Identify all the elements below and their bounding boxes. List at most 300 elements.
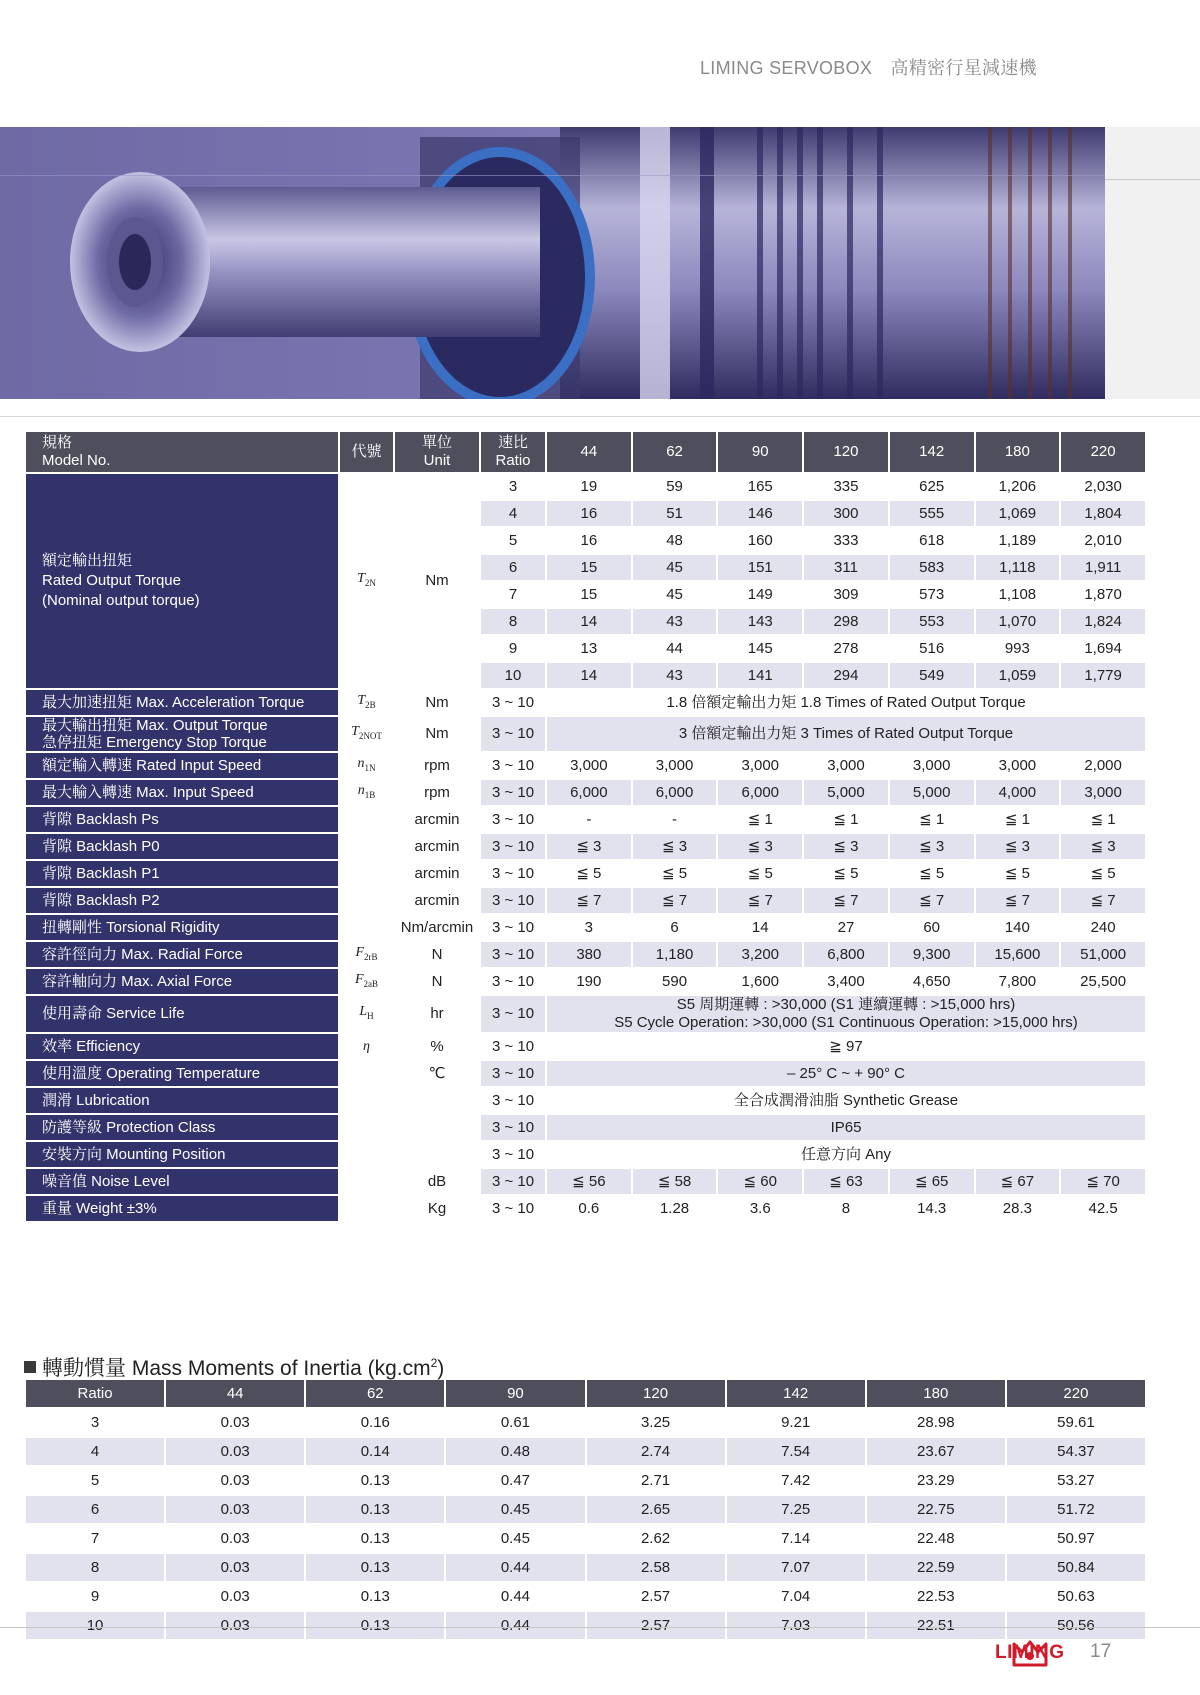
inertia-value-cell: 3.25 xyxy=(587,1409,725,1436)
inertia-row xyxy=(26,1525,1145,1552)
value-cell: 240 xyxy=(1061,915,1145,940)
ratio-cell: 3 ~ 10 xyxy=(481,861,545,886)
inertia-value-cell: 22.48 xyxy=(867,1525,1005,1552)
row-label: 背隙 Backlash P2 xyxy=(26,888,338,913)
inertia-header: Ratio xyxy=(26,1380,164,1407)
row-unit: rpm xyxy=(395,780,479,805)
value-cell: 583 xyxy=(890,555,974,580)
value-cell: ≦ 65 xyxy=(890,1169,974,1194)
inertia-value-cell: 7.42 xyxy=(727,1467,865,1494)
inertia-value-cell: 2.71 xyxy=(587,1467,725,1494)
row-symbol: $T_{2NOT}$ xyxy=(340,717,393,751)
value-span-cell: 3 倍額定輸出力矩 3 Times of Rated Output Torque xyxy=(547,717,1145,751)
row-symbol xyxy=(340,1196,393,1221)
value-cell: ≦ 5 xyxy=(718,861,802,886)
value-cell: ≦ 7 xyxy=(547,888,631,913)
row-unit: Nm/arcmin xyxy=(395,915,479,940)
value-cell: 160 xyxy=(718,528,802,553)
value-cell: 45 xyxy=(633,582,717,607)
table-row xyxy=(26,969,1145,994)
value-cell: 6,800 xyxy=(804,942,888,967)
gearbox-illustration xyxy=(0,127,1105,399)
inertia-table xyxy=(24,1378,1147,1641)
row-label: 背隙 Backlash P1 xyxy=(26,861,338,886)
ratio-cell: 3 ~ 10 xyxy=(481,1034,545,1059)
value-cell: 3.6 xyxy=(718,1196,802,1221)
row-label: 額定輸入轉速 Rated Input Speed xyxy=(26,753,338,778)
value-cell: 8 xyxy=(804,1196,888,1221)
ratio-cell: 3 ~ 10 xyxy=(481,753,545,778)
value-cell: ≦ 67 xyxy=(976,1169,1060,1194)
row-label: 扭轉剛性 Torsional Rigidity xyxy=(26,915,338,940)
value-cell: ≦ 7 xyxy=(804,888,888,913)
inertia-section-title: 轉動慣量 Mass Moments of Inertia $(kg.cm^2)$ xyxy=(24,1352,444,1382)
row-label: 防護等級 Protection Class xyxy=(26,1115,338,1140)
inertia-value-cell: 50.63 xyxy=(1007,1583,1145,1610)
value-cell: 278 xyxy=(804,636,888,661)
header-code: 代號 xyxy=(340,432,393,472)
inertia-value-cell: 22.51 xyxy=(867,1612,1005,1639)
row-symbol xyxy=(340,915,393,940)
inertia-value-cell: 59.61 xyxy=(1007,1409,1145,1436)
row-symbol: $L_H$ xyxy=(340,996,393,1032)
value-cell: 1,779 xyxy=(1061,663,1145,688)
value-cell: 16 xyxy=(547,501,631,526)
row-label: 重量 Weight ±3% xyxy=(26,1196,338,1221)
table-row xyxy=(26,1088,1145,1113)
brand-name: LIMING xyxy=(995,1642,1065,1663)
inertia-value-cell: 51.72 xyxy=(1007,1496,1145,1523)
value-cell: 60 xyxy=(890,915,974,940)
inertia-value-cell: 7.03 xyxy=(727,1612,865,1639)
value-cell: 3,000 xyxy=(1061,780,1145,805)
value-span-cell: IP65 xyxy=(547,1115,1145,1140)
inertia-ratio-cell: 8 xyxy=(26,1554,164,1581)
row-label: 容許徑向力 Max. Radial Force xyxy=(26,942,338,967)
inertia-value-cell: 0.03 xyxy=(166,1409,304,1436)
value-cell: ≦ 63 xyxy=(804,1169,888,1194)
value-cell: 1,804 xyxy=(1061,501,1145,526)
value-cell: ≦ 3 xyxy=(547,834,631,859)
row-symbol: $F_{2aB}$ xyxy=(340,969,393,994)
ratio-cell: 3 ~ 10 xyxy=(481,996,545,1032)
inertia-value-cell: 0.13 xyxy=(306,1583,444,1610)
row-symbol xyxy=(340,888,393,913)
value-cell: ≦ 5 xyxy=(976,861,1060,886)
table-row xyxy=(26,1115,1145,1140)
value-cell: 1,069 xyxy=(976,501,1060,526)
value-cell: ≦ 7 xyxy=(976,888,1060,913)
row-unit xyxy=(395,1142,479,1167)
inertia-value-cell: 7.14 xyxy=(727,1525,865,1552)
ratio-cell: 3 ~ 10 xyxy=(481,1061,545,1086)
value-cell: 309 xyxy=(804,582,888,607)
hero-side-panel xyxy=(1105,127,1200,399)
inertia-value-cell: 0.47 xyxy=(446,1467,584,1494)
row-unit: arcmin xyxy=(395,861,479,886)
row-unit: arcmin xyxy=(395,888,479,913)
inertia-header: 44 xyxy=(166,1380,304,1407)
row-label: 容許軸向力 Max. Axial Force xyxy=(26,969,338,994)
value-cell: ≦ 7 xyxy=(718,888,802,913)
value-cell: 7,800 xyxy=(976,969,1060,994)
inertia-header-row xyxy=(26,1380,1145,1407)
inertia-value-cell: 0.13 xyxy=(306,1525,444,1552)
inertia-value-cell: 22.53 xyxy=(867,1583,1005,1610)
inertia-row xyxy=(26,1409,1145,1436)
value-cell: ≦ 7 xyxy=(633,888,717,913)
value-cell: 549 xyxy=(890,663,974,688)
value-cell: 380 xyxy=(547,942,631,967)
divider xyxy=(0,416,1200,417)
value-span-cell: – 25° C ~ + 90° C xyxy=(547,1061,1145,1086)
row-symbol: $F_{2rB}$ xyxy=(340,942,393,967)
value-cell: 149 xyxy=(718,582,802,607)
value-cell: 335 xyxy=(804,474,888,499)
inertia-value-cell: 54.37 xyxy=(1007,1438,1145,1465)
row-unit: ℃ xyxy=(395,1061,479,1086)
value-cell: ≦ 7 xyxy=(1061,888,1145,913)
ratio-cell: 3 ~ 10 xyxy=(481,717,545,751)
row-unit: arcmin xyxy=(395,807,479,832)
value-span-cell: ≧ 97 xyxy=(547,1034,1145,1059)
row-unit: Kg xyxy=(395,1196,479,1221)
table-row xyxy=(26,780,1145,805)
ratio-cell: 7 xyxy=(481,582,545,607)
value-cell: 48 xyxy=(633,528,717,553)
row-label: 噪音值 Noise Level xyxy=(26,1169,338,1194)
value-cell: 1,694 xyxy=(1061,636,1145,661)
inertia-ratio-cell: 3 xyxy=(26,1409,164,1436)
inertia-value-cell: 23.29 xyxy=(867,1467,1005,1494)
inertia-row xyxy=(26,1467,1145,1494)
value-cell: 6,000 xyxy=(718,780,802,805)
table-row xyxy=(26,942,1145,967)
inertia-header: 220 xyxy=(1007,1380,1145,1407)
value-cell: 140 xyxy=(976,915,1060,940)
value-cell: 5,000 xyxy=(804,780,888,805)
row-symbol xyxy=(340,861,393,886)
inertia-value-cell: 0.14 xyxy=(306,1438,444,1465)
row-label: 最大輸出扭矩 Max. Output Torque 急停扭矩 Emergency Stop Torque xyxy=(26,717,338,751)
inertia-value-cell: 2.57 xyxy=(587,1583,725,1610)
row-symbol xyxy=(340,807,393,832)
row-label: 背隙 Backlash Ps xyxy=(26,807,338,832)
inertia-value-cell: 7.04 xyxy=(727,1583,865,1610)
row-label: 最大加速扭矩 Max. Acceleration Torque xyxy=(26,690,338,715)
inertia-value-cell: 2.62 xyxy=(587,1525,725,1552)
value-cell: 151 xyxy=(718,555,802,580)
value-cell: 5,000 xyxy=(890,780,974,805)
ratio-cell: 3 xyxy=(481,474,545,499)
value-cell: ≦ 3 xyxy=(804,834,888,859)
specification-table xyxy=(24,430,1147,1223)
ratio-cell: 3 ~ 10 xyxy=(481,942,545,967)
value-cell: 3,400 xyxy=(804,969,888,994)
row-unit: Nm xyxy=(395,717,479,751)
square-bullet-icon xyxy=(24,1361,36,1373)
ratio-cell: 10 xyxy=(481,663,545,688)
row-unit xyxy=(395,1115,479,1140)
page-header-title: LIMING SERVOBOX 高精密行星減速機 xyxy=(700,58,1037,78)
value-cell: 146 xyxy=(718,501,802,526)
value-cell: ≦ 3 xyxy=(976,834,1060,859)
row-symbol xyxy=(340,1061,393,1086)
value-cell: 6,000 xyxy=(633,780,717,805)
inertia-ratio-cell: 4 xyxy=(26,1438,164,1465)
value-cell: 2,030 xyxy=(1061,474,1145,499)
table-row xyxy=(26,690,1145,715)
value-cell: 9,300 xyxy=(890,942,974,967)
ratio-cell: 4 xyxy=(481,501,545,526)
header-size: 44 xyxy=(547,432,631,472)
table-row xyxy=(26,807,1145,832)
header-size: 62 xyxy=(633,432,717,472)
inertia-value-cell: 22.75 xyxy=(867,1496,1005,1523)
inertia-value-cell: 53.27 xyxy=(1007,1467,1145,1494)
value-span-cell: 任意方向 Any xyxy=(547,1142,1145,1167)
value-cell: ≦ 60 xyxy=(718,1169,802,1194)
value-cell: 333 xyxy=(804,528,888,553)
row-symbol xyxy=(340,1169,393,1194)
row-label: 安裝方向 Mounting Position xyxy=(26,1142,338,1167)
value-cell: ≦ 1 xyxy=(890,807,974,832)
value-cell: 1,189 xyxy=(976,528,1060,553)
rated-torque-symbol: $T_{2N}$ xyxy=(340,474,393,688)
inertia-value-cell: 0.03 xyxy=(166,1525,304,1552)
row-symbol xyxy=(340,1088,393,1113)
value-cell: 311 xyxy=(804,555,888,580)
value-cell: 165 xyxy=(718,474,802,499)
inertia-header: 142 xyxy=(727,1380,865,1407)
inertia-value-cell: 7.25 xyxy=(727,1496,865,1523)
inertia-value-cell: 0.44 xyxy=(446,1583,584,1610)
value-cell: 3,000 xyxy=(890,753,974,778)
value-cell: 618 xyxy=(890,528,974,553)
row-unit: rpm xyxy=(395,753,479,778)
value-cell: ≦ 58 xyxy=(633,1169,717,1194)
inertia-value-cell: 28.98 xyxy=(867,1409,1005,1436)
value-cell: 1,118 xyxy=(976,555,1060,580)
value-cell: 25,500 xyxy=(1061,969,1145,994)
inertia-row xyxy=(26,1554,1145,1581)
ratio-cell: 3 ~ 10 xyxy=(481,807,545,832)
value-cell: ≦ 5 xyxy=(890,861,974,886)
value-cell: ≦ 3 xyxy=(633,834,717,859)
value-cell: 145 xyxy=(718,636,802,661)
value-cell: 15 xyxy=(547,582,631,607)
value-cell: 15 xyxy=(547,555,631,580)
value-cell: 3,000 xyxy=(633,753,717,778)
header-size: 142 xyxy=(890,432,974,472)
ratio-cell: 3 ~ 10 xyxy=(481,1196,545,1221)
value-cell: 14 xyxy=(547,609,631,634)
ratio-cell: 6 xyxy=(481,555,545,580)
value-cell: ≦ 3 xyxy=(718,834,802,859)
spec-header-row xyxy=(26,432,1145,472)
inertia-value-cell: 0.45 xyxy=(446,1496,584,1523)
inertia-value-cell: 0.13 xyxy=(306,1467,444,1494)
value-cell: - xyxy=(547,807,631,832)
value-cell: 590 xyxy=(633,969,717,994)
value-cell: 15,600 xyxy=(976,942,1060,967)
inertia-ratio-cell: 6 xyxy=(26,1496,164,1523)
row-symbol xyxy=(340,1115,393,1140)
rated-torque-unit: Nm xyxy=(395,474,479,688)
row-unit: % xyxy=(395,1034,479,1059)
row-unit xyxy=(395,1088,479,1113)
value-cell: 44 xyxy=(633,636,717,661)
value-cell: 573 xyxy=(890,582,974,607)
footer-divider xyxy=(0,1627,1200,1628)
value-cell: ≦ 5 xyxy=(547,861,631,886)
table-row xyxy=(26,1142,1145,1167)
value-cell: 553 xyxy=(890,609,974,634)
ratio-cell: 8 xyxy=(481,609,545,634)
row-symbol: $T_{2B}$ xyxy=(340,690,393,715)
row-symbol xyxy=(340,1142,393,1167)
inertia-row xyxy=(26,1612,1145,1639)
row-unit: dB xyxy=(395,1169,479,1194)
ratio-cell: 3 ~ 10 xyxy=(481,834,545,859)
value-cell: 3,000 xyxy=(547,753,631,778)
inertia-value-cell: 9.21 xyxy=(727,1409,865,1436)
inertia-value-cell: 0.03 xyxy=(166,1438,304,1465)
value-cell: 13 xyxy=(547,636,631,661)
value-cell: 300 xyxy=(804,501,888,526)
value-cell: ≦ 1 xyxy=(804,807,888,832)
value-cell: 4,000 xyxy=(976,780,1060,805)
inertia-header: 120 xyxy=(587,1380,725,1407)
inertia-value-cell: 50.84 xyxy=(1007,1554,1145,1581)
inertia-ratio-cell: 10 xyxy=(26,1612,164,1639)
value-cell: 3,200 xyxy=(718,942,802,967)
value-cell: ≦ 1 xyxy=(718,807,802,832)
inertia-ratio-cell: 5 xyxy=(26,1467,164,1494)
inertia-row xyxy=(26,1496,1145,1523)
value-cell: 3,000 xyxy=(804,753,888,778)
value-cell: 298 xyxy=(804,609,888,634)
inertia-header: 62 xyxy=(306,1380,444,1407)
row-unit: Nm xyxy=(395,690,479,715)
row-symbol: $n_{1N}$ xyxy=(340,753,393,778)
header-size: 180 xyxy=(976,432,1060,472)
value-cell: 6 xyxy=(633,915,717,940)
value-cell: 141 xyxy=(718,663,802,688)
header-size: 90 xyxy=(718,432,802,472)
row-label: 使用壽命 Service Life xyxy=(26,996,338,1032)
value-cell: 3,000 xyxy=(976,753,1060,778)
value-cell: 555 xyxy=(890,501,974,526)
header-model: 規格 Model No. xyxy=(26,432,338,472)
value-cell: 28.3 xyxy=(976,1196,1060,1221)
table-row xyxy=(26,753,1145,778)
value-span-cell: 1.8 倍額定輸出力矩 1.8 Times of Rated Output Torque xyxy=(547,690,1145,715)
table-row xyxy=(26,1061,1145,1086)
value-cell: 59 xyxy=(633,474,717,499)
value-span-cell: S5 周期運轉 : >30,000 (S1 連續運轉 : >15,000 hrs) S5 Cycle Operation: >30,000 (S1 Continuous Operation: >15,000 hrs) xyxy=(547,996,1145,1032)
value-cell: 14 xyxy=(547,663,631,688)
value-cell: 993 xyxy=(976,636,1060,661)
inertia-value-cell: 7.07 xyxy=(727,1554,865,1581)
inertia-value-cell: 2.58 xyxy=(587,1554,725,1581)
ratio-cell: 5 xyxy=(481,528,545,553)
inertia-value-cell: 0.03 xyxy=(166,1612,304,1639)
value-cell: 1,070 xyxy=(976,609,1060,634)
ratio-cell: 3 ~ 10 xyxy=(481,1169,545,1194)
ratio-cell: 3 ~ 10 xyxy=(481,915,545,940)
value-cell: 45 xyxy=(633,555,717,580)
header-ratio: 速比 Ratio xyxy=(481,432,545,472)
value-cell: ≦ 1 xyxy=(976,807,1060,832)
value-cell: 16 xyxy=(547,528,631,553)
value-cell: 1,600 xyxy=(718,969,802,994)
value-cell: 14 xyxy=(718,915,802,940)
inertia-ratio-cell: 7 xyxy=(26,1525,164,1552)
header-size: 220 xyxy=(1061,432,1145,472)
table-row xyxy=(26,834,1145,859)
table-row xyxy=(26,1196,1145,1221)
inertia-value-cell: 0.44 xyxy=(446,1612,584,1639)
rated-torque-label: 額定輸出扭矩 Rated Output Torque (Nominal output torque) xyxy=(26,474,338,688)
inertia-value-cell: 0.13 xyxy=(306,1554,444,1581)
table-row xyxy=(26,717,1145,751)
value-cell: ≦ 56 xyxy=(547,1169,631,1194)
value-cell: 0.6 xyxy=(547,1196,631,1221)
inertia-value-cell: 23.67 xyxy=(867,1438,1005,1465)
value-cell: 43 xyxy=(633,609,717,634)
gearbox-product-photo xyxy=(0,127,1105,399)
ratio-cell: 3 ~ 10 xyxy=(481,1115,545,1140)
value-cell: ≦ 3 xyxy=(890,834,974,859)
value-cell: 1,206 xyxy=(976,474,1060,499)
value-cell: 1,824 xyxy=(1061,609,1145,634)
value-cell: 51,000 xyxy=(1061,942,1145,967)
inertia-value-cell: 0.13 xyxy=(306,1612,444,1639)
table-row xyxy=(26,474,1145,499)
value-cell: ≦ 1 xyxy=(1061,807,1145,832)
value-cell: 190 xyxy=(547,969,631,994)
header-unit: 單位 Unit xyxy=(395,432,479,472)
inertia-value-cell: 2.57 xyxy=(587,1612,725,1639)
value-cell: 43 xyxy=(633,663,717,688)
value-cell: 1,180 xyxy=(633,942,717,967)
table-row xyxy=(26,888,1145,913)
inertia-value-cell: 7.54 xyxy=(727,1438,865,1465)
value-cell: 19 xyxy=(547,474,631,499)
value-cell: 1,059 xyxy=(976,663,1060,688)
row-label: 潤滑 Lubrication xyxy=(26,1088,338,1113)
value-cell: 14.3 xyxy=(890,1196,974,1221)
inertia-value-cell: 50.56 xyxy=(1007,1612,1145,1639)
inertia-value-cell: 0.45 xyxy=(446,1525,584,1552)
value-cell: 4,650 xyxy=(890,969,974,994)
value-cell: 6,000 xyxy=(547,780,631,805)
value-cell: 294 xyxy=(804,663,888,688)
page-number: 17 xyxy=(1090,1641,1112,1662)
row-unit: N xyxy=(395,969,479,994)
inertia-value-cell: 2.65 xyxy=(587,1496,725,1523)
inertia-ratio-cell: 9 xyxy=(26,1583,164,1610)
row-symbol xyxy=(340,834,393,859)
row-label: 最大輸入轉速 Max. Input Speed xyxy=(26,780,338,805)
row-unit: arcmin xyxy=(395,834,479,859)
value-cell: 1.28 xyxy=(633,1196,717,1221)
inertia-value-cell: 0.03 xyxy=(166,1583,304,1610)
value-cell: ≦ 5 xyxy=(1061,861,1145,886)
row-unit: hr xyxy=(395,996,479,1032)
ratio-cell: 9 xyxy=(481,636,545,661)
